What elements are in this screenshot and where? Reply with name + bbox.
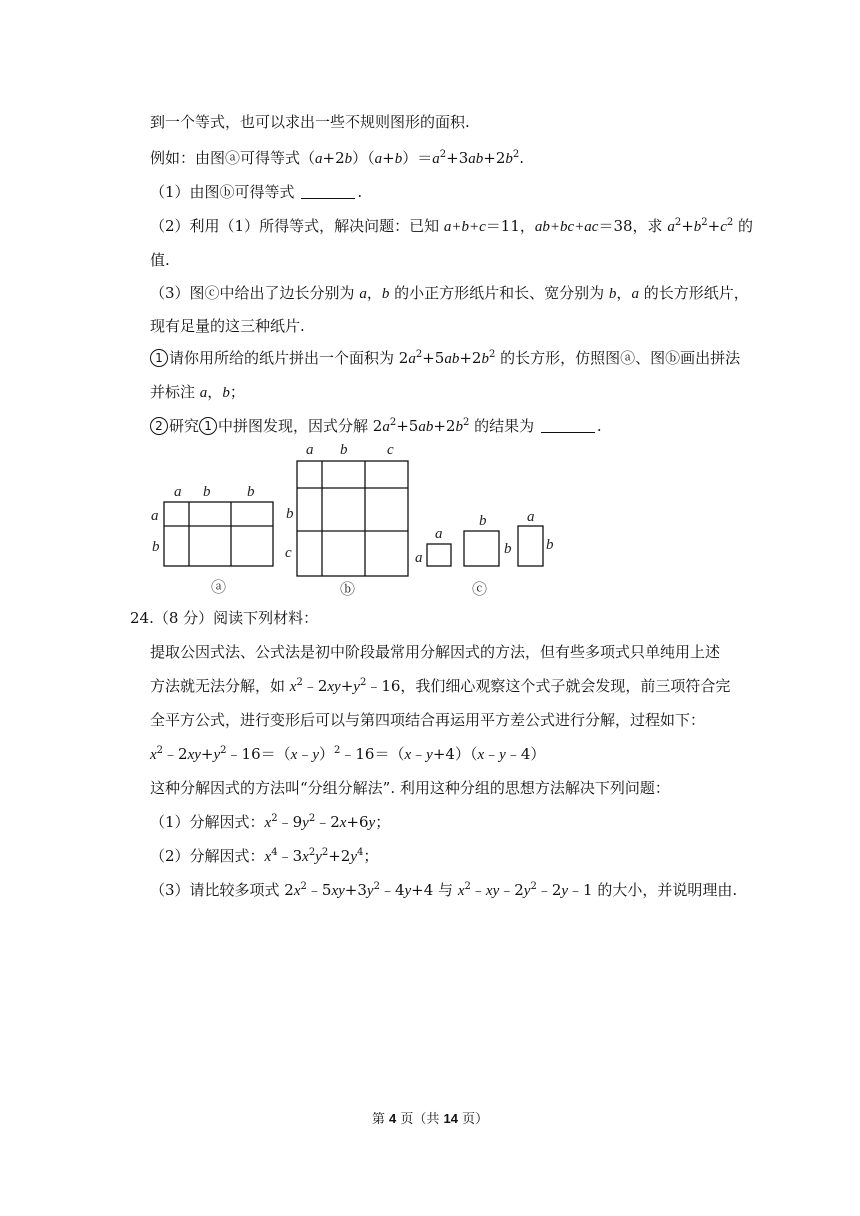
exponent: 2 — [512, 149, 520, 160]
var: y — [523, 883, 531, 899]
text: 页（共 — [396, 1112, 444, 1127]
text: ﹣ — [411, 745, 427, 763]
var: a — [408, 351, 416, 367]
rectangle-ab — [518, 526, 543, 566]
text: ， — [616, 284, 632, 302]
text: ﹣ — [297, 745, 313, 763]
label: b — [286, 506, 294, 522]
var: x — [404, 747, 412, 763]
label: c — [285, 545, 292, 561]
label: a — [306, 442, 314, 458]
exponent: 2 — [415, 349, 423, 360]
text: ﹣5 — [306, 881, 332, 899]
text: （2）利用（1）所得等式，解决问题：已知 — [150, 217, 440, 235]
var: ab — [468, 151, 484, 167]
figure-a-rect — [164, 502, 273, 566]
text: ）（ — [352, 149, 375, 167]
var: a — [382, 419, 390, 435]
exponent: 2 — [296, 677, 303, 688]
paragraph-line — [150, 778, 670, 798]
var: xy — [485, 883, 500, 899]
text: . — [519, 149, 525, 167]
text: ﹣3 — [277, 847, 303, 865]
var: xy — [187, 747, 201, 763]
text: 研究 — [169, 417, 200, 435]
text: 第 — [371, 1112, 390, 1127]
var: y — [302, 815, 309, 831]
text: 中拼图发现，因式分解 2 — [218, 417, 383, 435]
text: +3 — [344, 881, 367, 899]
var: x — [264, 849, 272, 865]
var: x — [289, 679, 297, 695]
text: + — [707, 217, 721, 235]
label: a — [174, 484, 182, 500]
square-b — [464, 531, 499, 566]
text: + — [382, 149, 395, 167]
text: +2 — [483, 149, 506, 167]
text: +2 — [328, 847, 351, 865]
exponent: 2 — [462, 417, 470, 428]
text: 值. — [150, 251, 170, 269]
sub-question-2 — [150, 846, 378, 867]
text: （1）由图ⓑ可得等式 — [150, 183, 295, 201]
sub-question-1 — [150, 812, 390, 833]
var: b — [394, 151, 403, 167]
var: y — [350, 849, 358, 865]
exponent: 4 — [357, 847, 364, 858]
exponent: 2 — [220, 745, 227, 756]
text: ， — [366, 284, 382, 302]
text: （1）分解因式： — [150, 813, 265, 831]
text: 的 — [738, 217, 754, 235]
var: y — [213, 747, 221, 763]
text: （3）请比较多项式 2 — [150, 881, 294, 899]
page-total: 14 — [443, 1111, 458, 1126]
exponent: 2 — [373, 881, 380, 892]
var: b — [222, 385, 230, 401]
exponent: 2 — [464, 881, 471, 892]
label: a — [415, 550, 423, 566]
question-3 — [150, 283, 749, 304]
text-line — [150, 112, 470, 132]
var: xy — [327, 679, 341, 695]
exponent: 2 — [530, 881, 537, 892]
paragraph-line — [150, 710, 705, 730]
text: 页） — [457, 1112, 489, 1127]
var: y — [426, 747, 433, 763]
text: ﹣16＝（ — [340, 745, 405, 763]
var: a — [631, 286, 639, 302]
text: + — [200, 745, 214, 763]
page-footer — [0, 1108, 860, 1127]
exponent: 2 — [156, 745, 164, 756]
text: （3）图ⓒ中给出了边长分别为 — [150, 284, 355, 302]
text: ﹣4） — [505, 745, 546, 763]
text: 的小正方形纸片和长、宽分别为 — [394, 284, 605, 302]
expr: a+b+c — [443, 219, 486, 235]
text: 的结果为 — [474, 417, 535, 435]
text: +3 — [446, 149, 469, 167]
var: x — [290, 747, 298, 763]
var: a — [374, 151, 383, 167]
exponent: 2 — [321, 847, 329, 858]
text: +2 — [459, 349, 482, 367]
var: x — [457, 883, 465, 899]
text: ﹣9 — [277, 813, 303, 831]
exponent: 2 — [439, 149, 447, 160]
exponent: 2 — [334, 745, 341, 756]
label: a — [527, 509, 535, 525]
label: a — [151, 508, 159, 524]
exponent: 2 — [674, 217, 682, 228]
question-3-cont — [150, 316, 305, 336]
paragraph-line — [150, 676, 730, 697]
text: ＝38，求 — [598, 217, 663, 235]
text: ； — [363, 847, 379, 865]
expr: ab+bc+ac — [534, 219, 599, 235]
exponent: 2 — [488, 349, 496, 360]
exponent: 2 — [389, 417, 397, 428]
var: x — [477, 747, 485, 763]
text: + — [681, 217, 694, 235]
label: b — [247, 484, 255, 500]
text: 24.（8 分）阅读下列材料： — [130, 609, 319, 627]
text: ﹣2 — [499, 881, 524, 899]
var: c — [720, 219, 727, 235]
text: . — [596, 417, 602, 435]
text: ﹣ — [470, 881, 486, 899]
text: 的长方形，仿照图ⓐ、图ⓑ画出拼法 — [500, 349, 741, 367]
var: x — [293, 883, 301, 899]
var: y — [499, 747, 506, 763]
var: a — [359, 286, 367, 302]
text: +2 — [433, 417, 456, 435]
text: ﹣ — [484, 745, 500, 763]
exponent: 2 — [726, 217, 734, 228]
text: 这种分解因式的方法叫“分组分解法”. 利用这种分组的思想方法解决下列问题： — [150, 779, 670, 797]
question-24-title — [130, 608, 318, 628]
exponent: 2 — [271, 813, 278, 824]
var: b — [608, 286, 617, 302]
var: y — [312, 747, 319, 763]
var: a — [432, 151, 440, 167]
var: ab — [418, 419, 434, 435]
label: b — [546, 537, 554, 553]
text: ﹣2 — [163, 745, 188, 763]
exponent: 2 — [308, 847, 316, 858]
var: a — [199, 385, 208, 401]
label: b — [340, 442, 348, 458]
var: b — [344, 151, 353, 167]
text: 提取公因式法、公式法是初中阶段最常用分解因式的方法，但有些多项式只单纯用上述 — [150, 643, 721, 661]
var: y — [366, 883, 374, 899]
page-number: 4 — [389, 1111, 397, 1126]
small-square-a — [427, 544, 451, 566]
var: b — [505, 151, 513, 167]
text: ﹣2 — [536, 881, 562, 899]
text: （2）分解因式： — [150, 847, 265, 865]
text: ﹣16＝（ — [226, 745, 291, 763]
var: y — [353, 679, 360, 695]
question-2 — [150, 216, 753, 237]
text: ， — [207, 383, 223, 401]
var: b — [693, 219, 702, 235]
text: 并标注 — [150, 383, 196, 401]
var: xy — [331, 883, 345, 899]
var: ab — [444, 351, 460, 367]
label: b — [479, 513, 487, 529]
label: b — [504, 541, 512, 557]
var: x — [339, 815, 347, 831]
text: 的长方形纸片， — [643, 284, 749, 302]
var: y — [404, 883, 412, 899]
circled-number: 1 — [199, 417, 217, 435]
text: ＝11， — [485, 217, 535, 235]
label: c — [387, 442, 394, 458]
text: 请你用所给的纸片拼出一个面积为 2 — [169, 349, 409, 367]
circled-number: 1 — [150, 349, 168, 367]
exponent: 2 — [359, 677, 367, 688]
text: ﹣2 — [302, 677, 328, 695]
text: +6 — [346, 813, 369, 831]
exponent: 2 — [701, 217, 708, 228]
figure-caption: ⓒ — [472, 580, 488, 598]
sentence: 到一个等式，也可以求出一些不规则图形的面积. — [150, 113, 470, 131]
figure-caption: ⓐ — [211, 578, 227, 596]
answer-blank[interactable] — [541, 418, 595, 433]
example-line — [150, 148, 524, 169]
text: +2 — [322, 149, 345, 167]
text: +4 与 — [411, 881, 454, 899]
text: 现有足量的这三种纸片. — [150, 317, 305, 335]
text: ﹣2 — [315, 813, 340, 831]
var: b — [381, 286, 390, 302]
sub-question-3 — [150, 880, 737, 901]
text: + — [340, 677, 354, 695]
figure-caption: ⓑ — [340, 580, 356, 598]
answer-blank[interactable] — [301, 184, 355, 199]
var: y — [561, 883, 569, 899]
sub-question-1 — [150, 348, 740, 369]
text: . — [357, 183, 363, 201]
var: y — [315, 849, 322, 865]
figure-b-rect — [297, 461, 408, 576]
text: ﹣4 — [379, 881, 405, 899]
circled-number: 2 — [150, 417, 168, 435]
var: x — [264, 815, 272, 831]
label: b — [152, 539, 160, 555]
exponent: 2 — [300, 881, 307, 892]
text: +4）（ — [432, 745, 478, 763]
exponent: 2 — [308, 813, 316, 824]
text: 方法就无法分解，如 — [150, 677, 286, 695]
var: x — [302, 849, 309, 865]
var: a — [315, 151, 323, 167]
formula-line — [150, 744, 545, 765]
question-2-cont — [150, 250, 170, 270]
paragraph-line — [150, 642, 720, 662]
var: b — [481, 351, 489, 367]
label: b — [203, 484, 211, 500]
text: ； — [375, 813, 391, 831]
exponent: 4 — [271, 847, 278, 858]
text: ﹣1 的大小，并说明理由. — [568, 881, 738, 899]
text: +5 — [396, 417, 419, 435]
tiling-figure — [140, 440, 580, 605]
var: b — [455, 419, 463, 435]
var: a — [667, 219, 675, 235]
label: a — [435, 526, 443, 542]
text: ﹣16，我们细心观察这个式子就会发现，前三项符合完 — [366, 677, 731, 695]
var: x — [150, 747, 157, 763]
text: ） — [319, 745, 335, 763]
text: +5 — [422, 349, 445, 367]
text: 例如：由图ⓐ可得等式（ — [150, 149, 316, 167]
question-1 — [150, 182, 362, 202]
sub-question-2 — [150, 416, 602, 437]
sub-question-1-cont — [150, 382, 245, 403]
var: y — [368, 815, 376, 831]
text: ； — [229, 383, 245, 401]
text: ）＝ — [402, 149, 433, 167]
text: 全平方公式，进行变形后可以与第四项结合再运用平方差公式进行分解，过程如下： — [150, 711, 706, 729]
